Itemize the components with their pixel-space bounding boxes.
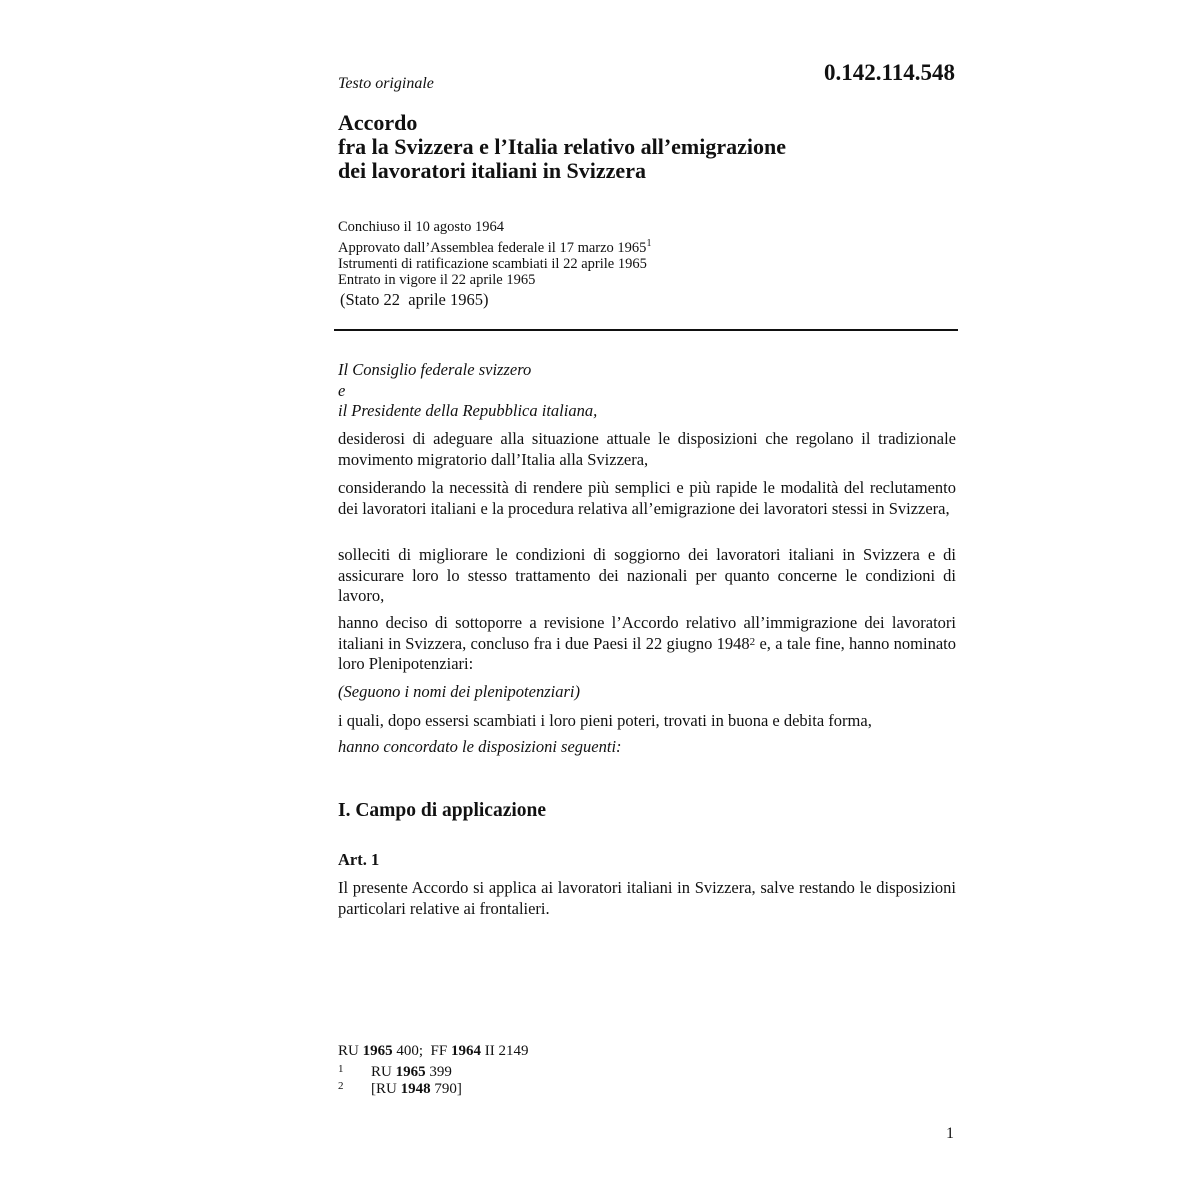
section-heading: I. Campo di applicazione (338, 800, 547, 821)
preamble-paragraph: i quali, dopo essersi scambiati i loro pieni poteri, trovati in buona e debita forma, (338, 711, 872, 730)
plenipotentiaries-note: (Seguono i nomi dei plenipotenziari) (338, 682, 580, 701)
document-title (338, 111, 958, 183)
preamble-paragraph: considerando la necessità di rendere più semplici e più rapide le modalità del reclutamento dei lavoratori italiani e la procedura relativa all’emigrazione dei lavoratori stessi in Svizzera, (338, 478, 956, 518)
status-date: (Stato 22 aprile 1965) (340, 290, 489, 309)
party-1: Il Consiglio federale svizzero (338, 360, 532, 379)
footnote-1: 1 RU 1965 399 (338, 1063, 452, 1080)
title-line-3: dei lavoratori italiani in Svizzera (338, 158, 646, 183)
preamble-paragraph: hanno deciso di sottoporre a revisione l’Accordo relativo all’immigrazione dei lavoratori italiani in Svizzera, concluso fra i due Paesi il 22 giugno 1948$^2$ e, a tale fine, hanno nominato loro Plenipotenziari: (338, 613, 957, 673)
source-reference: RU 1965 400; FF 1964 II 2149 (338, 1043, 529, 1059)
sr-number: 0.142.114.548 (824, 60, 955, 85)
approved-date: Approvato dall’Assemblea federale il 17 marzo 1965$^1$ (338, 237, 652, 256)
title-line-2: fra la Svizzera e l’Italia relativo all’emigrazione (338, 134, 787, 159)
party-conjunction: e (338, 380, 346, 400)
footnote-ref[interactable]: 1 (646, 237, 652, 249)
article-heading: Art. 1 (338, 850, 380, 869)
header-divider (334, 329, 958, 331)
footnote-2: 2 [RU 1948 790] (338, 1080, 462, 1097)
party-2: il Presidente della Repubblica italiana, (338, 401, 598, 420)
in-force-date: Entrato in vigore il 22 aprile 1965 (338, 272, 536, 289)
preamble-paragraph: solleciti di migliorare le condizioni di soggiorno dei lavoratori italiani in Svizzera e di assicurare loro lo stesso trattamento dei nazionali per quanto concerne le condizioni di lavoro, (338, 545, 956, 605)
preamble-paragraph: desiderosi di adeguare alla situazione attuale le disposizioni che regolano il tradizionale movimento migratorio dall’Italia alla Svizzera, (338, 429, 956, 469)
title-line-1: Accordo (338, 110, 418, 135)
ratification-date: Istrumenti di ratificazione scambiati il 22 aprile 1965 (338, 255, 647, 272)
preamble-closing: hanno concordato le disposizioni seguenti: (338, 737, 622, 756)
concluded-date: Conchiuso il 10 agosto 1964 (338, 219, 504, 235)
preamble-parties (338, 360, 597, 422)
page-number: 1 (946, 1125, 954, 1142)
article-text: Il presente Accordo si applica ai lavoratori italiani in Svizzera, salve restando le disposizioni particolari relative ai frontalieri. (338, 878, 956, 918)
original-text-label: Testo originale (338, 75, 434, 92)
footnote-ref[interactable]: 2 (749, 635, 756, 648)
document-metadata (338, 219, 651, 289)
